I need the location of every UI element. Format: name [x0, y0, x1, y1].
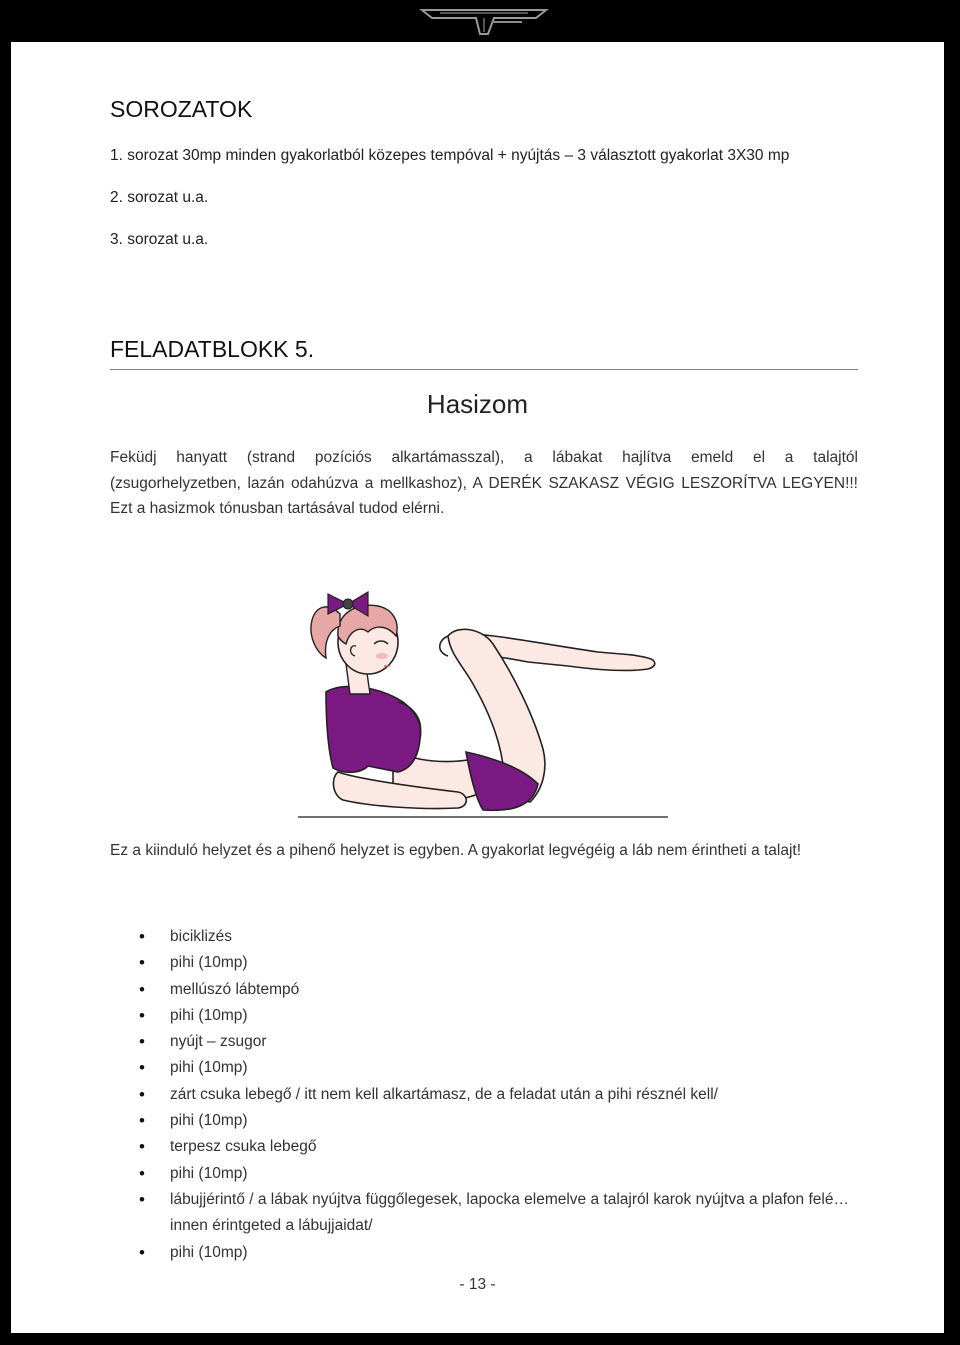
section-title: Hasizom	[426, 389, 529, 419]
paragraph-line-3: Ezt a hasizmok tónusban tartásával tudod elérni.	[110, 500, 445, 517]
sorozatok-heading: SOROZATOK	[110, 96, 253, 122]
list-item: • pihi (10mp)	[139, 1161, 879, 1187]
heading-rule	[110, 369, 858, 370]
list-item: • lábujjérintő / a lábak nyújtva függőlegesek, lapocka elemelve a talajról karok nyújtva a plafon felé… innen érintgeted a lábujjaidat/	[139, 1187, 879, 1240]
feladatblokk-heading: FELADATBLOKK 5.	[110, 336, 315, 362]
instruction-paragraph	[110, 445, 858, 522]
sorozat-line-1: 1. sorozat 30mp minden gyakorlatból közepes tempóval + nyújtás – 3 választott gyakorlat 3X30 mp	[110, 147, 790, 164]
list-item: • zárt csuka lebegő / itt nem kell alkartámasz, de a feladat után a pihi résznél kell/	[139, 1082, 879, 1108]
exercise-list	[139, 924, 879, 1266]
list-item: • pihi (10mp)	[139, 1055, 879, 1081]
page-number: - 13 -	[459, 1276, 496, 1293]
list-item: • terpesz csuka lebegő	[139, 1134, 879, 1160]
document-page	[11, 42, 944, 1333]
figure-caption: Ez a kiinduló helyzet és a pihenő helyzet is egyben. A gyakorlat legvégéig a láb nem érintheti a talajt!	[110, 842, 802, 859]
list-item: • pihi (10mp)	[139, 1240, 879, 1266]
list-item: • pihi (10mp)	[139, 1108, 879, 1134]
sorozat-line-2: 2. sorozat u.a.	[110, 189, 209, 206]
list-item: • biciklizés	[139, 924, 879, 950]
tf-logo-icon	[418, 4, 550, 38]
paragraph-line-2: (zsugorhelyzetben, lazán odahúzva a mellkashoz), A DERÉK SZAKASZ VÉGIG LESZORÍTVA LEGYEN!!!	[110, 474, 858, 492]
paragraph-line-1: Feküdj hanyatt (strand pozíciós alkartámasszal), a lábakat hajlítva emeld el a talajtól	[110, 449, 858, 466]
list-item: • pihi (10mp)	[139, 1003, 879, 1029]
exercise-illustration	[298, 574, 668, 820]
list-item: • mellúszó lábtempó	[139, 977, 879, 1003]
list-item: • nyújt – zsugor	[139, 1029, 879, 1055]
list-item: • pihi (10mp)	[139, 950, 879, 976]
sorozat-line-3: 3. sorozat u.a.	[110, 231, 209, 248]
top-bar	[0, 0, 960, 42]
